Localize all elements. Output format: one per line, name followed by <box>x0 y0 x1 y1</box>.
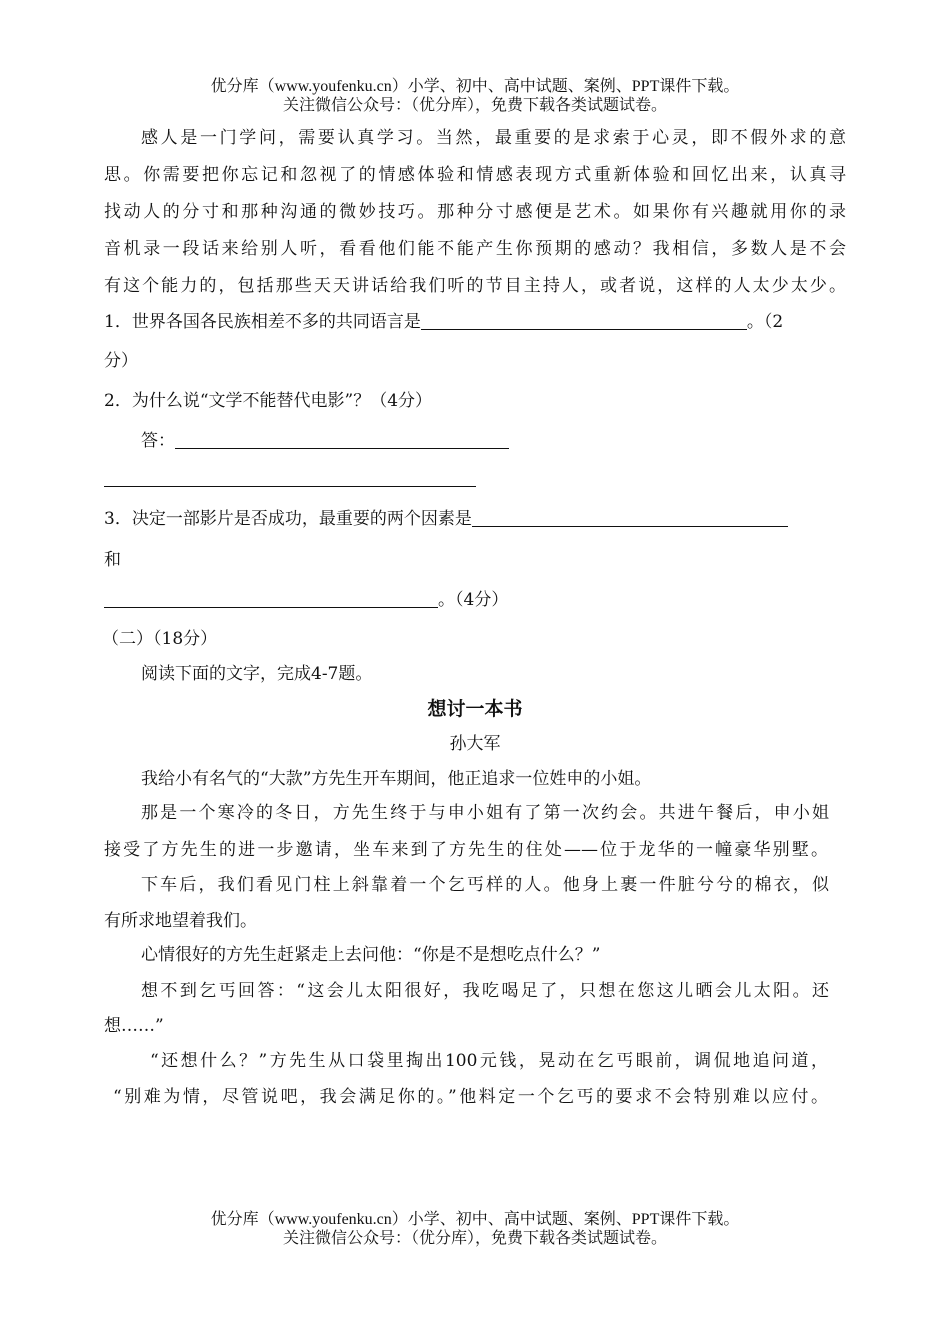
question-2-answer-line2[interactable] <box>104 486 476 487</box>
passage-line: 有这个能力的，包括那些天天讲话给我们听的节目主持人，或者说，这样的人太少太少。 <box>104 276 846 296</box>
section-instruction: 阅读下面的文字，完成4-7题。 <box>141 664 373 684</box>
question-1-score: 。（2 <box>746 312 784 332</box>
story-line: 下车后，我们看见门柱上斜靠着一个乞丐样的人。他身上裹一件脏兮兮的棉衣，似 <box>141 875 829 895</box>
page-header-line2: 关注微信公众号：（优分库），免费下载各类试题试卷。 <box>282 97 667 114</box>
section-heading: （二）（18分） <box>102 629 218 649</box>
answer-label: 答： <box>141 431 175 451</box>
question-3-answer-blank-1[interactable] <box>472 508 788 527</box>
question-3-and: 和 <box>104 550 121 570</box>
passage-line: 音机录一段话来给别人听，看看他们能不能产生你预期的感动？我相信，多数人是不会 <box>104 239 846 259</box>
story-line: 我给小有名气的“大款”方先生开车期间，他正追求一位姓申的小姐。 <box>141 769 652 789</box>
question-2-answer <box>141 430 509 452</box>
story-line: 那是一个寒冷的冬日，方先生终于与申小姐有了第一次约会。共进午餐后，申小姐 <box>141 803 829 823</box>
passage-line: 找动人的分寸和那种沟通的微妙技巧。那种分寸感便是艺术。如果你有兴趣就用你的录 <box>104 202 846 222</box>
question-1 <box>104 311 783 333</box>
question-3-answer-blank-2[interactable] <box>104 589 438 608</box>
question-3-score: 。（4分） <box>438 590 509 610</box>
question-3-second <box>104 589 508 611</box>
story-line: “别难为情，尽管说吧，我会满足你的。”他料定一个乞丐的要求不会特别难以应付。 <box>113 1087 828 1107</box>
page-header-line1: 优分库（www.youfenku.cn）小学、初中、高中试题、案例、PPT课件下载。 <box>210 78 740 95</box>
question-2-text: 2．为什么说“文学不能替代电影”？（4分） <box>104 391 433 411</box>
story-line: 接受了方先生的进一步邀请，坐车来到了方先生的住处——位于龙华的一幢豪华别墅。 <box>104 840 828 860</box>
story-title: 想讨一本书 <box>427 698 523 720</box>
page-footer-line2: 关注微信公众号：（优分库），免费下载各类试题试卷。 <box>282 1230 667 1247</box>
story-line: 想不到乞丐回答：“这会儿太阳很好，我吃喝足了，只想在您这儿晒会儿太阳。还 <box>141 981 829 1001</box>
passage-line: 思。你需要把你忘记和忽视了的情感体验和情感表现方式重新体验和回忆出来，认真寻 <box>104 165 846 185</box>
question-2-answer-blank[interactable] <box>175 430 509 449</box>
page-footer-line1: 优分库（www.youfenku.cn）小学、初中、高中试题、案例、PPT课件下载。 <box>210 1211 740 1228</box>
question-3 <box>104 508 788 530</box>
story-line: “还想什么？”方先生从口袋里掏出100元钱，晃动在乞丐眼前，调侃地追问道， <box>150 1051 828 1071</box>
question-1-answer-blank[interactable] <box>421 311 747 330</box>
question-1-score-cont: 分） <box>104 351 138 371</box>
question-3-text: 3．决定一部影片是否成功，最重要的两个因素是 <box>104 509 472 529</box>
question-1-text: 1．世界各国各民族相差不多的共同语言是 <box>104 312 421 332</box>
story-author: 孙大军 <box>449 734 501 754</box>
story-line: 有所求地望着我们。 <box>104 911 257 931</box>
passage-line: 感人是一门学问，需要认真学习。当然，最重要的是求索于心灵，即不假外求的意 <box>141 128 846 148</box>
story-line: 心情很好的方先生赶紧走上去问他：“你是不是想吃点什么？” <box>141 945 601 965</box>
story-line: 想……” <box>104 1016 164 1036</box>
